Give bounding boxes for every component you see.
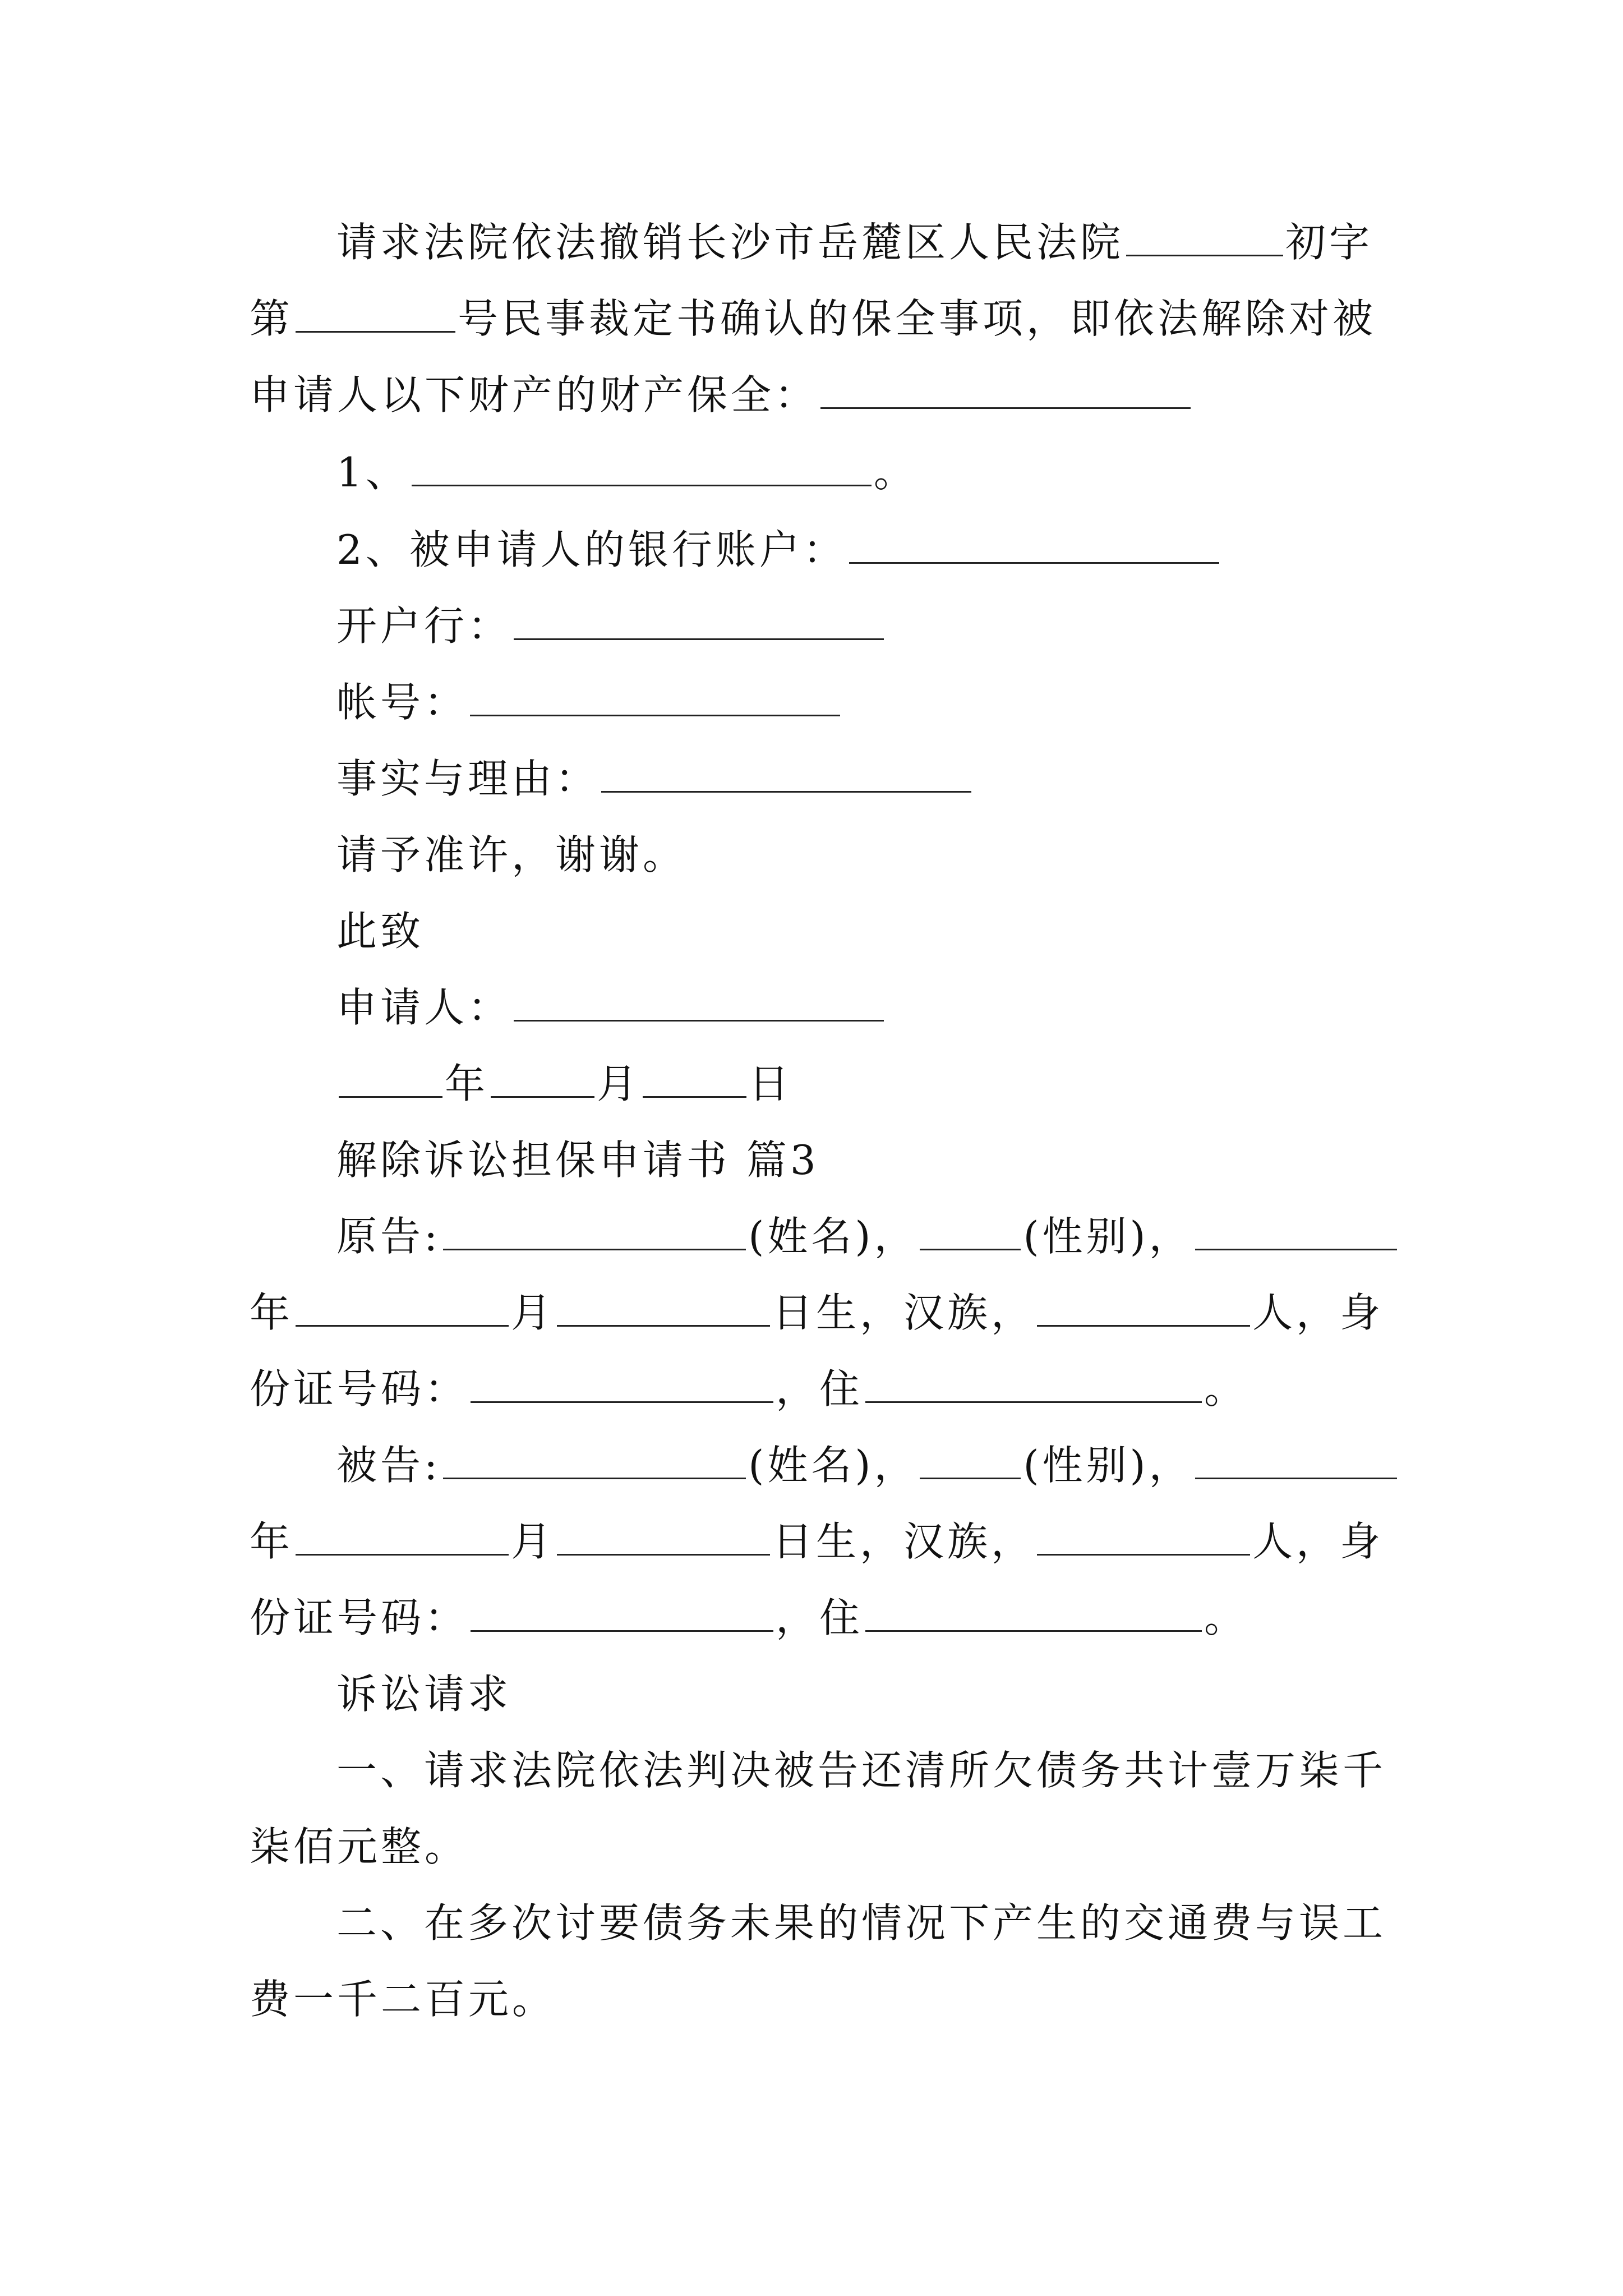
please-line [336, 827, 686, 883]
text: 一、请求法院依法判决被告还清所欠债务共计壹万柒千 [336, 1747, 1387, 1794]
item-2 [336, 522, 1221, 578]
blank-field [601, 756, 971, 793]
text: 月 [511, 1518, 555, 1565]
text: 此致 [336, 908, 425, 955]
text: 原告: [336, 1213, 441, 1260]
blank-field [443, 1443, 746, 1479]
blank-field [412, 450, 872, 486]
paragraph-line [336, 214, 1373, 270]
blank-field [339, 1061, 442, 1098]
text: 申请人： [336, 984, 512, 1031]
blank-field [849, 527, 1219, 564]
text: 初字 [1285, 219, 1373, 266]
blank-field [1195, 1214, 1397, 1250]
text: 2、被申请人的银行账户： [336, 526, 847, 573]
text: 月 [597, 1060, 641, 1107]
blank-field [557, 1519, 770, 1556]
blank-field [557, 1290, 770, 1327]
text: 。 [1204, 1365, 1248, 1412]
blank-field [820, 372, 1191, 409]
plaintiff-line-3 [250, 1361, 1248, 1417]
blank-field [865, 1595, 1202, 1632]
blank-field [920, 1214, 1021, 1250]
text: 二、在多次讨要债务未果的情况下产生的交通费与误工 [336, 1899, 1387, 1947]
blank-field [1195, 1443, 1397, 1479]
text: 费一千二百元。 [250, 1976, 556, 2023]
text: 开户行： [336, 602, 512, 650]
defendant-line-3 [250, 1590, 1248, 1646]
text: 年 [250, 1289, 294, 1336]
blank-field [471, 1595, 773, 1632]
text: 诉讼请求 [336, 1671, 512, 1718]
text: 1、 [336, 449, 409, 496]
plaintiff-line-1 [336, 1208, 1399, 1264]
claim-1-line-1 [336, 1742, 1386, 1798]
text: (姓名)， [748, 1442, 918, 1489]
defendant-line-2 [250, 1513, 1384, 1570]
blank-field [1037, 1519, 1250, 1556]
text: 份证号码： [250, 1594, 469, 1641]
blank-field [1126, 220, 1283, 256]
blank-field [643, 1061, 746, 1098]
blank-field [443, 1214, 746, 1250]
claim-1-line-2 [250, 1819, 468, 1875]
text: 日生，汉族， [772, 1518, 1035, 1565]
text: 人，身 [1252, 1289, 1384, 1336]
text: 日 [749, 1060, 793, 1107]
text: 解除诉讼担保申请书 篇3 [336, 1137, 819, 1184]
text: 。 [1204, 1594, 1248, 1641]
text: ，住 [776, 1594, 864, 1641]
text: ，住 [776, 1365, 864, 1412]
text: (姓名)， [748, 1213, 918, 1260]
claims-title [336, 1666, 511, 1722]
blank-field [296, 296, 455, 333]
text: 请求法院依法撤销长沙市岳麓区人民法院 [336, 219, 1124, 266]
text: 月 [511, 1289, 555, 1336]
text: 请予准许，谢谢。 [336, 831, 687, 878]
blank-field [865, 1366, 1202, 1403]
blank-field [920, 1443, 1021, 1479]
text: 。 [873, 449, 917, 496]
claim-2-line-2 [250, 1971, 556, 2027]
paragraph-line [250, 367, 1193, 423]
blank-field [491, 1061, 594, 1098]
blank-field [296, 1519, 509, 1556]
text: 份证号码： [250, 1365, 469, 1412]
text: (性别)， [1023, 1213, 1193, 1260]
text: 被告: [336, 1442, 441, 1489]
blank-field [514, 604, 884, 640]
defendant-line-1 [336, 1437, 1399, 1493]
text: 申请人以下财产的财产保全： [250, 371, 819, 418]
plaintiff-line-2 [250, 1285, 1384, 1341]
text: 日生，汉族， [772, 1289, 1035, 1336]
text: 年 [445, 1060, 489, 1107]
claim-2-line-1 [336, 1895, 1386, 1951]
section-title [336, 1132, 819, 1188]
account-line [336, 674, 842, 730]
blank-field [1037, 1290, 1250, 1327]
text: 人，身 [1252, 1518, 1384, 1565]
text: 年 [250, 1518, 294, 1565]
text: (性别)， [1023, 1442, 1193, 1489]
paragraph-line [250, 291, 1376, 347]
blank-field [296, 1290, 509, 1327]
applicant-line [336, 979, 886, 1036]
bank-line [336, 598, 886, 654]
facts-line [336, 751, 974, 807]
text: 第 [250, 295, 294, 342]
blank-field [471, 1366, 773, 1403]
text: 事实与理由： [336, 755, 600, 802]
blank-field [470, 680, 840, 716]
blank-field [514, 985, 884, 1022]
text: 帐号： [336, 679, 468, 726]
date-line [336, 1056, 792, 1112]
text: 号民事裁定书确认的保全事项，即依法解除对被 [458, 295, 1377, 342]
text: 柒佰元整。 [250, 1823, 469, 1870]
salute-line [336, 903, 424, 959]
item-1 [336, 444, 917, 500]
